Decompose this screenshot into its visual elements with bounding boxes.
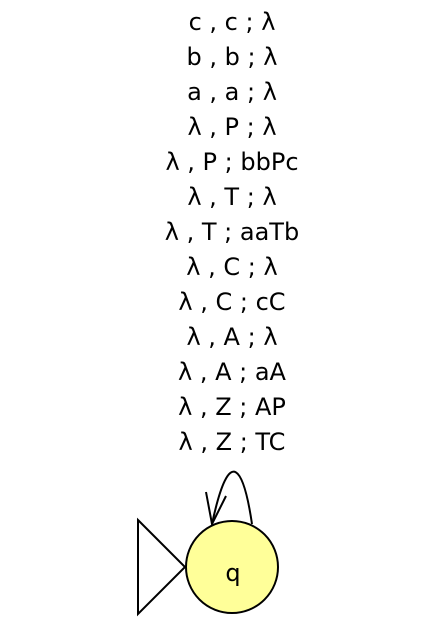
transition-label: b , b ; λ [186,43,278,71]
transition-label: λ , P ; λ [187,113,277,141]
transition-label: a , a ; λ [187,78,277,106]
transition-label: λ , T ; aaTb [164,218,300,246]
self-loop-arc [212,472,252,524]
transition-label: c , c ; λ [188,8,276,36]
transition-label: λ , T ; λ [187,183,277,211]
transition-label: λ , C ; cC [178,288,286,316]
transition-label: λ , A ; λ [186,323,278,351]
transition-label: λ , Z ; AP [178,393,286,421]
transition-label-stack [165,8,299,456]
transition-label: λ , A ; aA [178,358,286,386]
transition-label: λ , C ; λ [186,253,278,281]
transition-label: λ , Z ; TC [178,428,286,456]
state-name: q [225,559,241,587]
transition-label: λ , P ; bbPc [165,148,299,176]
initial-state-marker [138,520,185,614]
